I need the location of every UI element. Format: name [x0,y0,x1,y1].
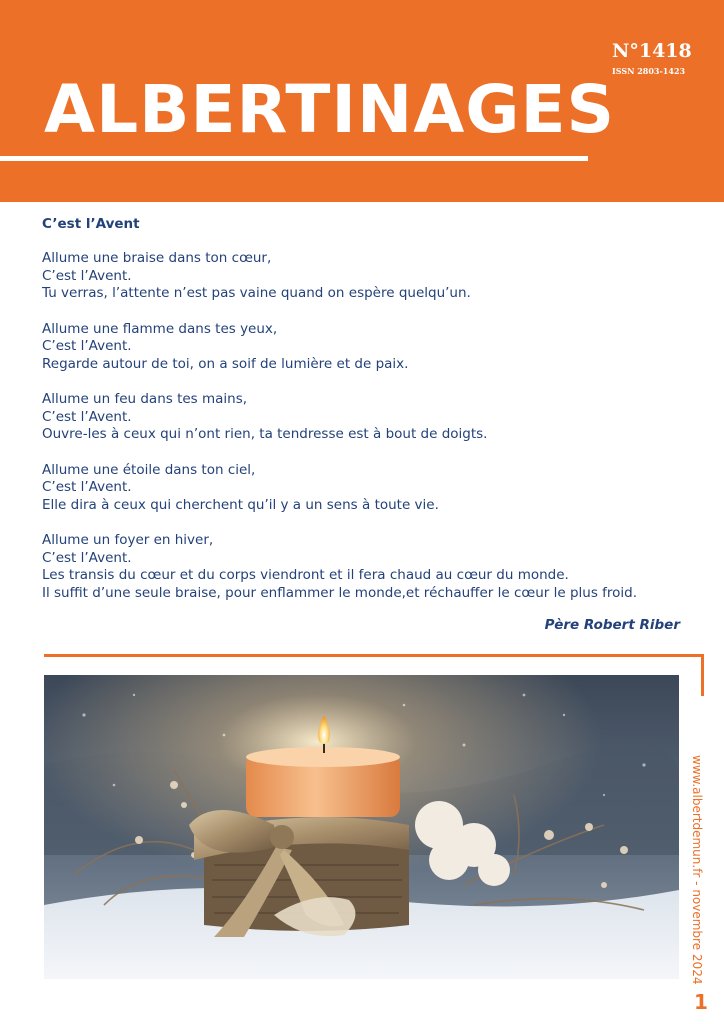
poem-line: Allume une braise dans ton cœur, [42,250,272,266]
poem-line: Regarde autour de toi, on a soif de lumière et de paix. [42,355,409,372]
poem-line: Tu verras, l’attente n’est pas vaine quand on espère quelqu’un. [42,285,471,301]
poem-line: Il suffit d’une seule braise, pour enflammer le monde,et réchauffer le cœur le plus froid. [42,584,638,601]
stanza [42,250,692,303]
stanza [42,462,692,515]
candle-photo [44,675,679,979]
poem [42,214,692,620]
issn-number: ISSN 2803-1423 [612,66,686,76]
header-banner [0,0,724,202]
poem-line: Les transis du cœur et du corps viendront et il fera chaud au cœur du monde. [42,567,569,583]
poem-line: Ouvre-les à ceux qui n’ont rien, ta tendresse est à bout de doigts. [42,426,488,442]
poem-line: Allume un foyer en hiver, [42,532,214,548]
poem-author: Père Robert Riber [544,617,680,633]
masthead-title: ALBERTINAGES [44,71,616,148]
issue-number: N°1418 [612,40,692,62]
section-divider [44,654,704,657]
poem-line: Allume une étoile dans ton ciel, [42,461,256,478]
poem-line: C’est l’Avent. [42,338,132,354]
poem-line: Elle dira à ceux qui cherchent qu’il y a un sens à toute vie. [42,496,439,513]
page-number: 1 [694,990,708,1014]
website-date-footer: www.albertdemun.fr - novembre 2024 [690,755,704,985]
stanza [42,532,692,602]
poem-line: Allume un feu dans tes mains, [42,391,248,407]
poem-title: C’est l’Avent [42,216,140,232]
stanza [42,321,692,374]
section-divider-corner [701,654,704,696]
poem-line: C’est l’Avent. [42,479,132,495]
poem-line: C’est l’Avent. [42,267,132,284]
candle-illustration [44,675,679,979]
poem-line: Allume une flamme dans tes yeux, [42,320,278,337]
stanza [42,391,692,444]
poem-line: C’est l’Avent. [42,549,132,566]
poem-line: C’est l’Avent. [42,408,132,425]
masthead-underline [0,156,588,161]
